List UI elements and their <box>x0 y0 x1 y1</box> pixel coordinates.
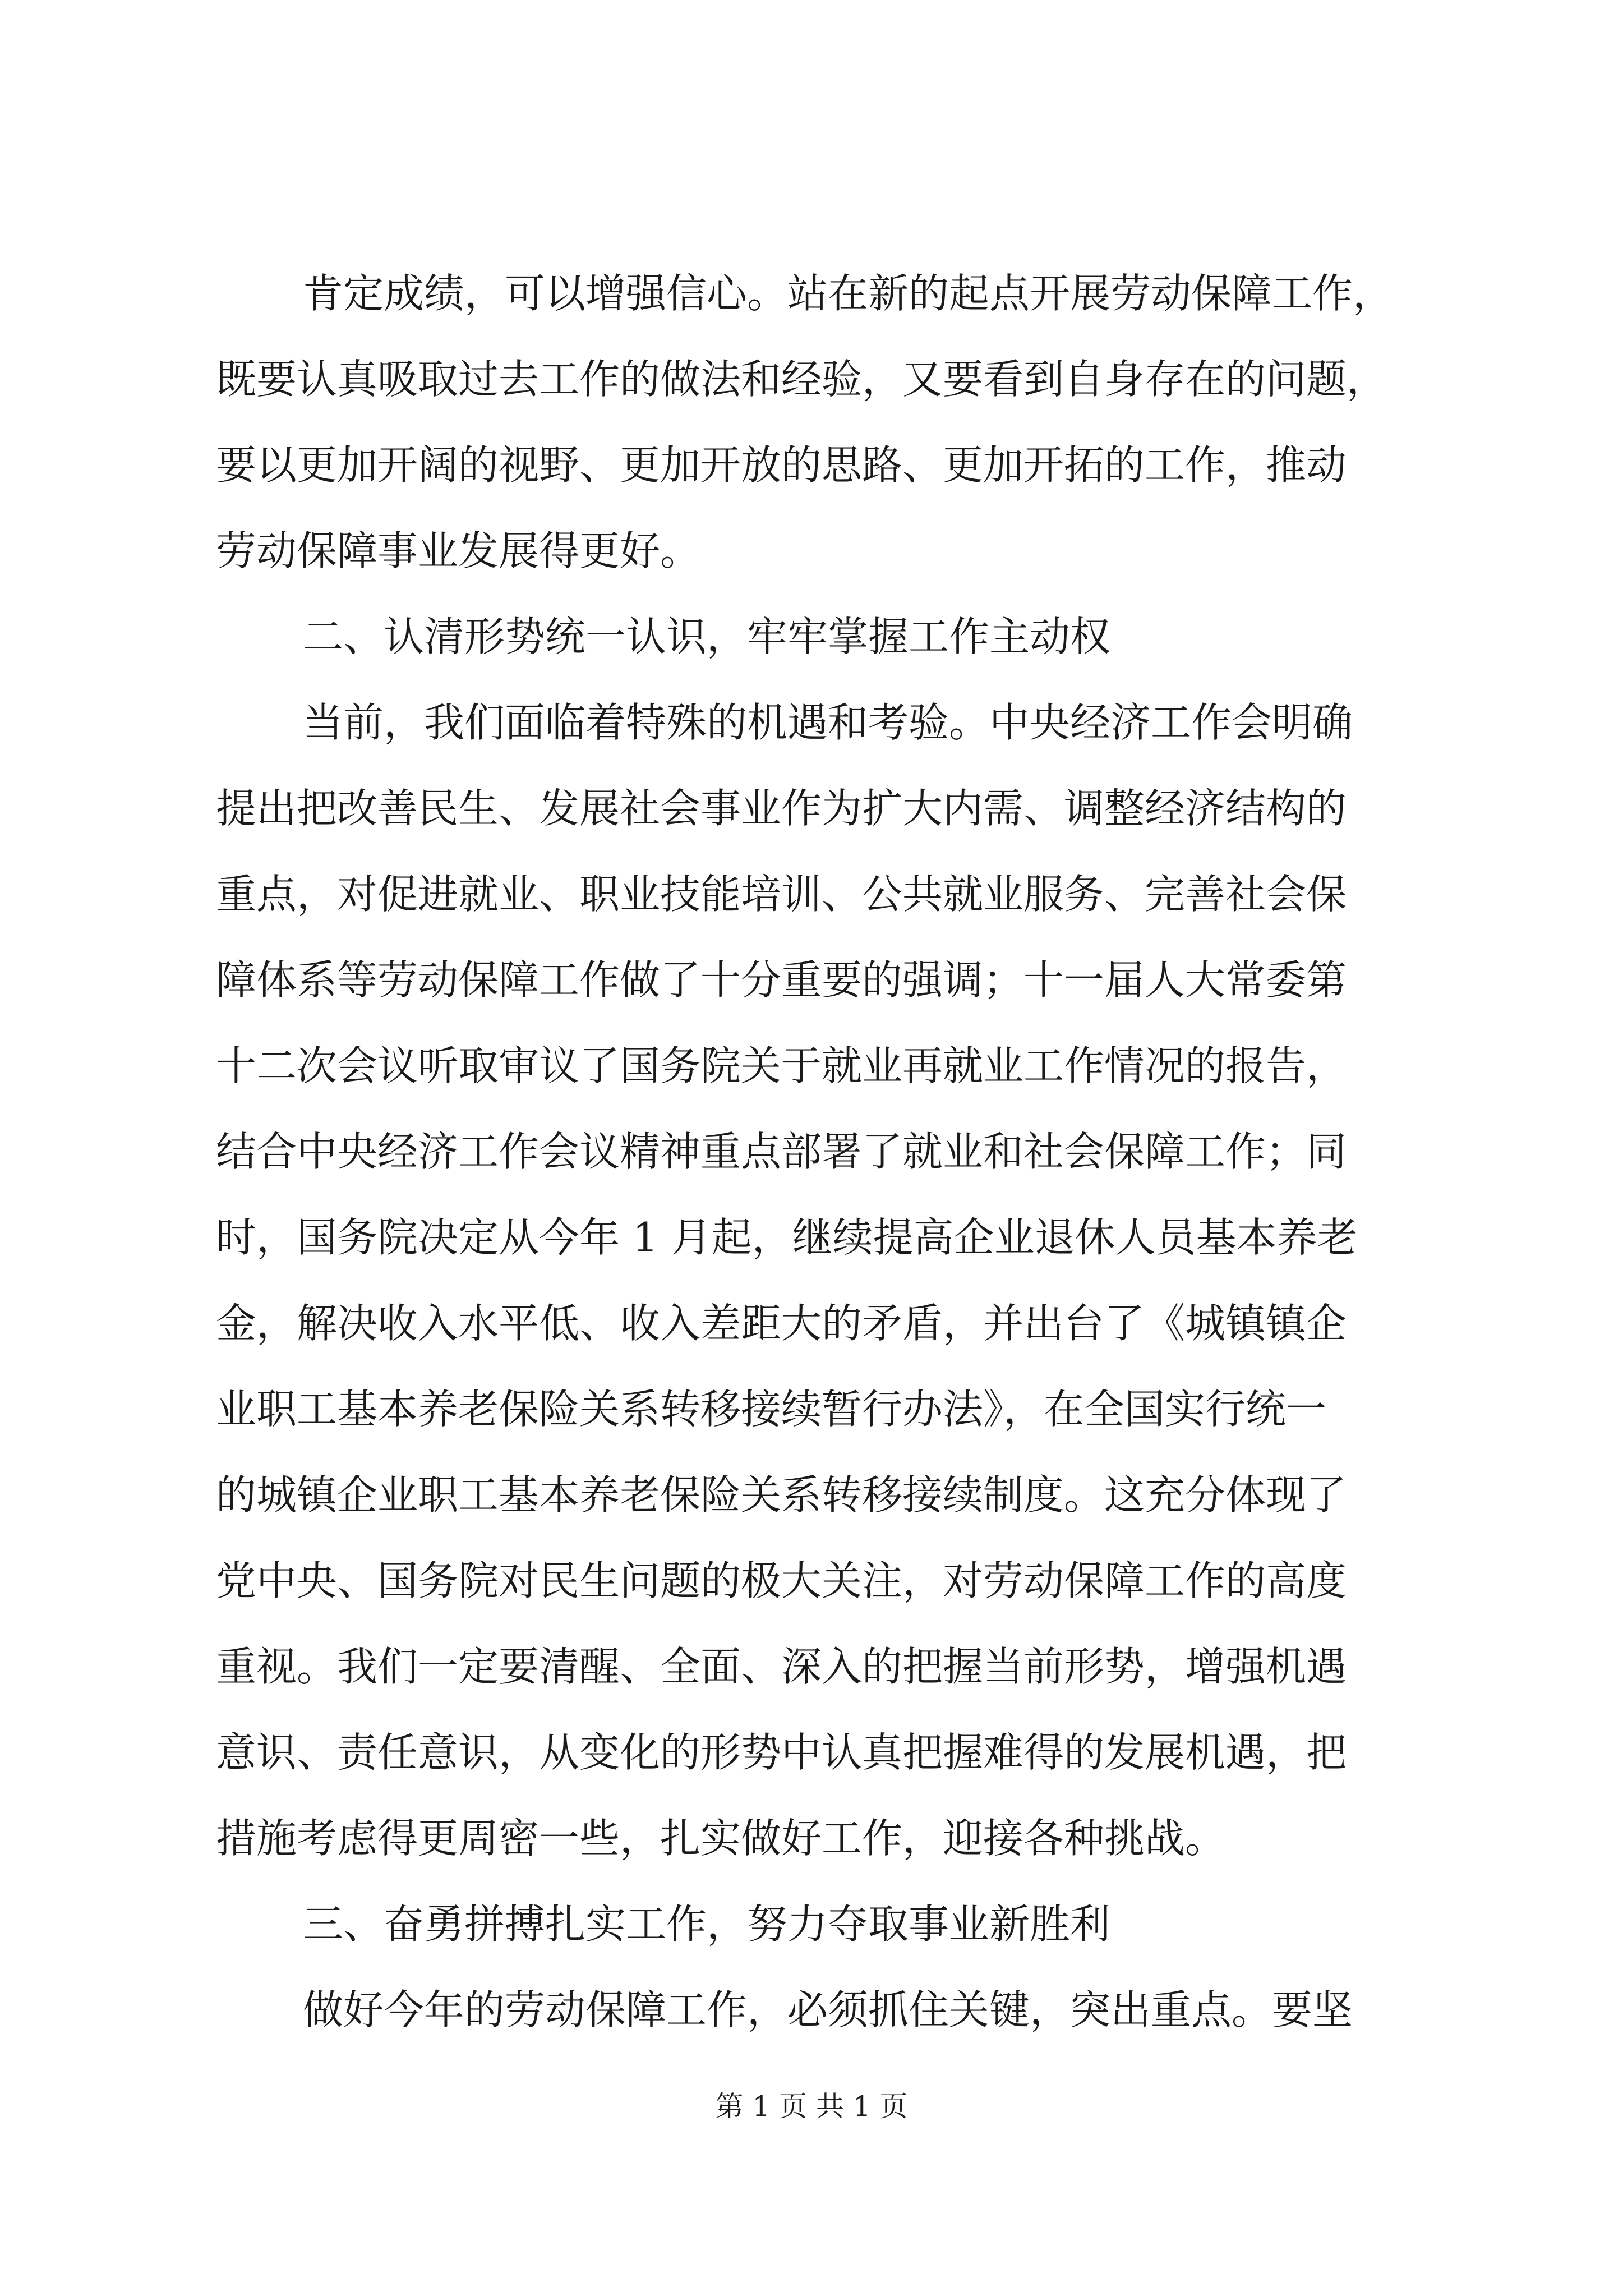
paragraph-line: 劳动保障事业发展得更好。 <box>216 527 701 574</box>
page-number-label: 第 1 页 共 1 页 <box>715 2090 908 2123</box>
paragraph-line: 措施考虑得更周密一些，扎实做好工作，迎接各种挑战。 <box>216 1815 1226 1862</box>
paragraph-line: 金，解决收入水平低、收入差距大的矛盾，并出台了《城镇镇企 <box>216 1300 1347 1347</box>
paragraph-line: 时，国务院决定从今年 1 月起，继续提高企业退休人员基本养老 <box>216 1214 1358 1261</box>
page-footer <box>0 2087 1623 2126</box>
paragraph-line: 十二次会议听取审议了国务院关于就业再就业工作情况的报告， <box>216 1042 1347 1089</box>
paragraph-line: 重视。我们一定要清醒、全面、深入的把握当前形势，增强机遇 <box>216 1643 1347 1690</box>
paragraph-line: 重点，对促进就业、职业技能培训、公共就业服务、完善社会保 <box>216 871 1347 918</box>
paragraph-line: 做好今年的劳动保障工作，必须抓住关键，突出重点。要坚 <box>303 1986 1353 2033</box>
paragraph-line: 业职工基本养老保险关系转移接续暂行办法》，在全国实行统一 <box>216 1386 1327 1433</box>
paragraph-line: 意识、责任意识，从变化的形势中认真把握难得的发展机遇，把 <box>216 1729 1347 1776</box>
paragraph-line: 的城镇企业职工基本养老保险关系转移接续制度。这充分体现了 <box>216 1471 1347 1519</box>
paragraph-line: 肯定成绩，可以增强信心。站在新的起点开展劳动保障工作， <box>303 270 1394 317</box>
paragraph-line: 要以更加开阔的视野、更加开放的思路、更加开拓的工作，推动 <box>216 441 1347 489</box>
section-heading: 三、奋勇拼搏扎实工作，努力夺取事业新胜利 <box>303 1901 1111 1948</box>
section-heading: 二、认清形势统一认识，牢牢掌握工作主动权 <box>303 613 1111 660</box>
paragraph-line: 党中央、国务院对民生问题的极大关注，对劳动保障工作的高度 <box>216 1557 1347 1604</box>
paragraph-line: 既要认真吸取过去工作的做法和经验，又要看到自身存在的问题， <box>216 356 1387 403</box>
paragraph-line: 提出把改善民生、发展社会事业作为扩大内需、调整经济结构的 <box>216 785 1347 832</box>
paragraph-line: 结合中央经济工作会议精神重点部署了就业和社会保障工作；同 <box>216 1128 1347 1175</box>
paragraph-line: 障体系等劳动保障工作做了十分重要的强调；十一届人大常委第 <box>216 956 1347 1004</box>
paragraph-line: 当前，我们面临着特殊的机遇和考验。中央经济工作会明确 <box>303 699 1353 746</box>
